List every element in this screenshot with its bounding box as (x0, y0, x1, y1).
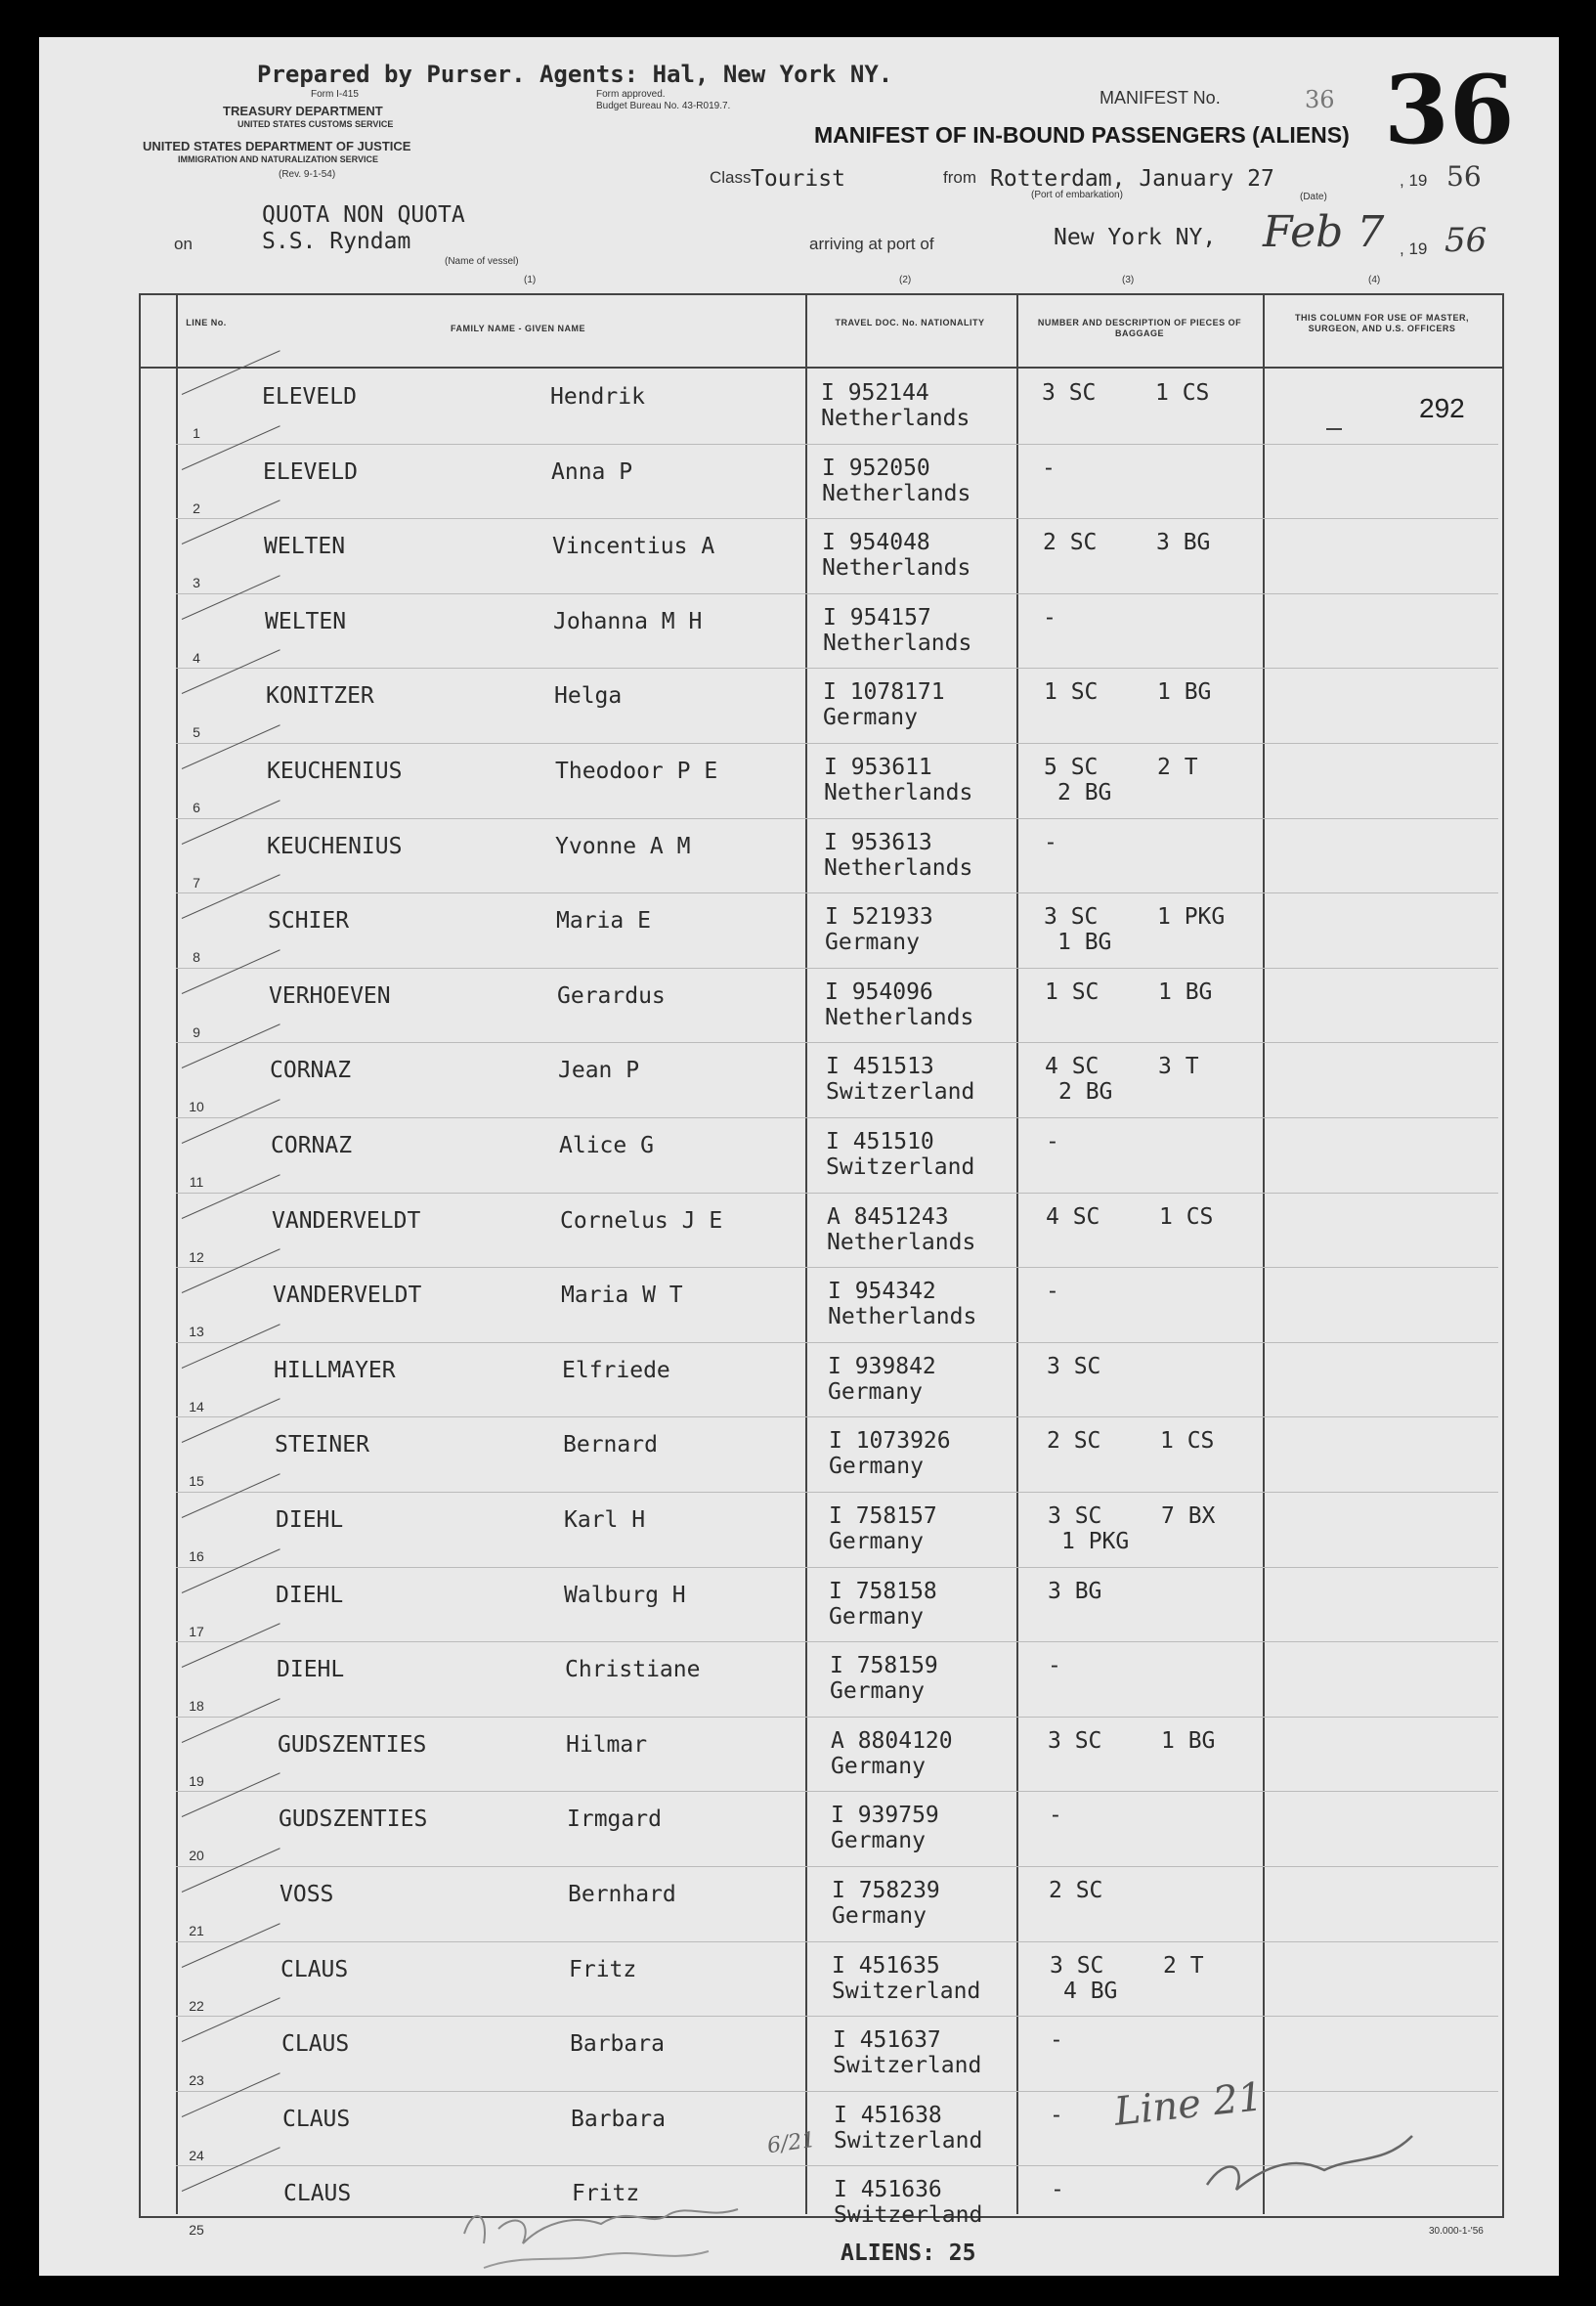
line-number: 10 (189, 1099, 204, 1114)
line-number: 24 (189, 2148, 204, 2163)
row-divider (176, 1416, 1498, 1417)
baggage-2: 3 BG (1156, 530, 1211, 555)
travel-doc-number: A 8451243 (827, 1204, 949, 1230)
baggage-1: - (1051, 2177, 1064, 2202)
row-divider (176, 892, 1498, 893)
baggage-1: - (1046, 1129, 1059, 1154)
baggage-1: 4 SC (1045, 1054, 1100, 1079)
nationality: Switzerland (826, 1154, 975, 1180)
family-name: WELTEN (265, 609, 347, 634)
travel-doc-number: I 954342 (828, 1279, 936, 1304)
travel-doc-number: I 954157 (823, 605, 931, 631)
travel-doc-number: I 451513 (826, 1054, 934, 1079)
row-divider (176, 743, 1498, 744)
given-name: Fritz (569, 1957, 637, 1982)
row-divider (176, 1717, 1498, 1718)
family-name: GUDSZENTIES (279, 1806, 428, 1832)
family-name: ELEVELD (263, 459, 358, 485)
officer-mark (1326, 428, 1342, 430)
row-divider (176, 1567, 1498, 1568)
row-divider (176, 1641, 1498, 1642)
given-name: Irmgard (567, 1806, 662, 1832)
baggage-2: 7 BX (1161, 1503, 1216, 1529)
travel-doc-number: I 952144 (821, 380, 929, 406)
row-divider (176, 1492, 1498, 1493)
aliens-total: ALIENS: 25 (841, 2241, 976, 2266)
line-number: 4 (193, 650, 200, 666)
family-name: VOSS (280, 1882, 334, 1907)
row-divider (176, 668, 1498, 669)
baggage-2: 1 BG (1157, 679, 1212, 705)
given-name: Bernhard (568, 1882, 676, 1907)
travel-doc-number: I 939842 (828, 1354, 936, 1379)
nationality: Netherlands (827, 1230, 976, 1255)
baggage-2: 2 T (1157, 755, 1198, 780)
line-number: 21 (189, 1923, 204, 1938)
baggage-3: 1 BG (1057, 930, 1112, 955)
nationality: Netherlands (822, 555, 971, 581)
line-number: 13 (189, 1324, 204, 1339)
baggage-1: - (1044, 830, 1057, 855)
line-number: 18 (189, 1698, 204, 1714)
family-name: CLAUS (281, 2031, 350, 2057)
nationality: Netherlands (825, 1005, 974, 1030)
revision-date: (Rev. 9-1-54) (279, 169, 336, 180)
prepared-by-line: Prepared by Purser. Agents: Hal, New York NY. (257, 61, 893, 88)
given-name: Barbara (571, 2107, 666, 2132)
family-name: CLAUS (282, 2107, 351, 2132)
given-name: Walburg H (564, 1583, 686, 1608)
given-name: Jean P (558, 1058, 640, 1083)
baggage-2: 1 CS (1155, 380, 1210, 406)
baggage-1: - (1050, 2027, 1063, 2053)
row-divider (176, 968, 1498, 969)
nationality: Germany (829, 1604, 924, 1630)
form-approved: Form approved. (596, 89, 666, 100)
manifest-no-stamp: 36 (1384, 55, 1515, 165)
baggage-1: 3 SC (1044, 904, 1099, 930)
baggage-2: 1 BG (1158, 979, 1213, 1005)
vessel-note: (Name of vessel) (445, 256, 519, 267)
family-name: ELEVELD (262, 384, 357, 410)
signature (445, 2175, 787, 2283)
baggage-1: 5 SC (1044, 755, 1099, 780)
signature-stroke (464, 2209, 738, 2243)
given-name: Theodoor P E (555, 759, 718, 784)
baggage-2: 3 T (1158, 1054, 1199, 1079)
baggage-1: 3 SC (1042, 380, 1097, 406)
line-number: 19 (189, 1773, 204, 1789)
travel-doc-number: I 952050 (822, 456, 930, 481)
family-name: DIEHL (276, 1583, 344, 1608)
given-name: Anna P (551, 459, 633, 485)
nationality: Germany (831, 1828, 926, 1853)
from-label: from (943, 168, 976, 187)
signature-stroke (484, 2251, 709, 2268)
line-number: 8 (193, 949, 200, 965)
arrival-year-handwritten: 56 (1445, 221, 1488, 260)
manifest-title: MANIFEST OF IN-BOUND PASSENGERS (ALIENS) (814, 122, 1350, 148)
baggage-1: 4 SC (1046, 1204, 1100, 1230)
travel-doc-number: I 758159 (830, 1653, 938, 1678)
travel-doc-number: I 758157 (829, 1503, 937, 1529)
travel-doc-number: I 954048 (822, 530, 930, 555)
line-number: 9 (193, 1024, 200, 1040)
row-divider (176, 818, 1498, 819)
family-name: VERHOEVEN (269, 983, 391, 1009)
nationality: Germany (831, 1754, 926, 1779)
line-number: 6 (193, 800, 200, 815)
family-name: STEINER (275, 1432, 369, 1458)
line-number: 15 (189, 1473, 204, 1489)
line-number: 2 (193, 500, 200, 516)
baggage-1: 2 SC (1047, 1428, 1101, 1454)
budget-bureau: Budget Bureau No. 43-R019.7. (596, 101, 731, 111)
arriving-port: New York NY, (1054, 225, 1217, 250)
manifest-no-label: MANIFEST No. (1100, 88, 1221, 108)
line-number: 17 (189, 1624, 204, 1639)
date-note: (Date) (1300, 192, 1327, 202)
baggage-2: 1 CS (1160, 1428, 1215, 1454)
col-divider (805, 295, 807, 2214)
family-name: GUDSZENTIES (278, 1732, 427, 1758)
immigration-service: IMMIGRATION AND NATURALIZATION SERVICE (178, 154, 378, 164)
header-name: FAMILY NAME - GIVEN NAME (450, 324, 585, 333)
signature-right (1197, 2116, 1432, 2204)
family-name: CORNAZ (270, 1058, 352, 1083)
on-label: on (174, 235, 193, 253)
col-divider (1263, 295, 1265, 2214)
treasury-department: TREASURY DEPARTMENT (223, 104, 383, 118)
nationality: Switzerland (834, 2128, 983, 2154)
family-name: CLAUS (280, 1957, 349, 1982)
family-name: KONITZER (266, 683, 374, 709)
line-number: 5 (193, 724, 200, 740)
given-name: Cornelus J E (560, 1208, 723, 1234)
col-num-4: (4) (1368, 275, 1381, 285)
line-number: 11 (189, 1174, 204, 1190)
row-divider (176, 1342, 1498, 1343)
line-number: 14 (189, 1399, 204, 1414)
line-number: 3 (193, 575, 200, 590)
line-number: 1 (193, 425, 200, 441)
travel-doc-number: I 451638 (834, 2103, 942, 2128)
baggage-2: 1 PKG (1157, 904, 1226, 930)
footer-form-code: 30.000-1-'56 (1429, 2226, 1484, 2237)
family-name: KEUCHENIUS (267, 759, 403, 784)
travel-doc-number: I 953611 (824, 755, 932, 780)
handwritten-number: 6/21 (765, 2127, 817, 2159)
row-divider (176, 2091, 1498, 2092)
department-of-justice: UNITED STATES DEPARTMENT OF JUSTICE (143, 139, 411, 153)
travel-doc-number: I 451510 (826, 1129, 934, 1154)
col-num-1: (1) (524, 275, 537, 285)
family-name: CORNAZ (271, 1133, 353, 1158)
header-travel-doc: TRAVEL DOC. No. NATIONALITY (835, 318, 985, 327)
baggage-1: 3 SC (1050, 1953, 1104, 1979)
baggage-1: 3 SC (1047, 1354, 1101, 1379)
port-of-embarkation: Rotterdam, January 27 (990, 166, 1274, 192)
nationality: Switzerland (832, 1979, 981, 2004)
row-divider (176, 1267, 1498, 1268)
baggage-1: 1 SC (1045, 979, 1100, 1005)
nationality: Germany (829, 1454, 924, 1479)
line-number: 16 (189, 1548, 204, 1564)
family-name: VANDERVELDT (272, 1208, 421, 1234)
nationality: Netherlands (828, 1304, 977, 1329)
customs-service: UNITED STATES CUSTOMS SERVICE (237, 119, 394, 129)
col-num-3: (3) (1122, 275, 1135, 285)
port-embark-note: (Port of embarkation) (1031, 190, 1123, 200)
line-number: 12 (189, 1249, 204, 1265)
line-number: 25 (189, 2222, 204, 2238)
given-name: Yvonne A M (555, 834, 691, 859)
travel-doc-number: I 451635 (832, 1953, 940, 1979)
family-name: HILLMAYER (274, 1358, 396, 1383)
baggage-2: 1 CS (1159, 1204, 1214, 1230)
col-divider (1016, 295, 1018, 2214)
manifest-no-handwritten: 36 (1305, 86, 1335, 113)
vessel-name: S.S. Ryndam (262, 229, 411, 254)
class-value: Tourist (751, 166, 845, 192)
travel-doc-number: I 954096 (825, 979, 933, 1005)
handwritten-line-note: Line 21 (1112, 2074, 1266, 2135)
row-divider (176, 593, 1498, 594)
family-name: DIEHL (277, 1657, 345, 1682)
form-number: Form I-415 (311, 89, 359, 100)
given-name: Maria W T (561, 1283, 683, 1308)
line-number: 20 (189, 1848, 204, 1863)
given-name: Barbara (570, 2031, 665, 2057)
line-number: 23 (189, 2072, 204, 2088)
given-name: Elfriede (562, 1358, 670, 1383)
travel-doc-number: I 953613 (824, 830, 932, 855)
baggage-2: 1 BG (1161, 1728, 1216, 1754)
family-name: DIEHL (276, 1507, 344, 1533)
class-label: Class (710, 168, 752, 187)
nationality: Netherlands (822, 481, 971, 506)
signature-stroke (1207, 2136, 1412, 2190)
header-officers: THIS COLUMN FOR USE OF MASTER, SURGEON, AND U.S. OFFICERS (1295, 313, 1469, 333)
row-divider (176, 1193, 1498, 1194)
baggage-1: 2 SC (1049, 1878, 1103, 1903)
nationality: Germany (830, 1678, 925, 1704)
nationality: Switzerland (826, 1079, 975, 1105)
row-divider (176, 1791, 1498, 1792)
arriving-label: arriving at port of (809, 235, 934, 253)
baggage-1: 2 SC (1043, 530, 1098, 555)
baggage-3: 2 BG (1058, 1079, 1113, 1105)
baggage-1: - (1046, 1279, 1059, 1304)
officer-number: 292 (1419, 393, 1465, 423)
family-name: WELTEN (264, 534, 346, 559)
baggage-1: - (1042, 456, 1056, 481)
arrival-year-prefix: , 19 (1400, 239, 1428, 258)
travel-doc-number: I 939759 (831, 1803, 939, 1828)
travel-doc-number: I 758239 (832, 1878, 940, 1903)
arrival-date-handwritten: Feb 7 (1263, 207, 1385, 257)
travel-doc-number: A 8804120 (831, 1728, 953, 1754)
line-number: 22 (189, 1998, 204, 2014)
given-name: Johanna M H (553, 609, 703, 634)
baggage-1: - (1043, 605, 1057, 631)
row-divider (176, 1117, 1498, 1118)
given-name: Hilmar (566, 1732, 648, 1758)
quota-status: QUOTA NON QUOTA (262, 202, 465, 228)
travel-doc-number: I 758158 (829, 1579, 937, 1604)
baggage-1: 3 SC (1048, 1503, 1102, 1529)
given-name: Bernard (563, 1432, 658, 1458)
header-line-no: LINE No. (186, 318, 227, 327)
header-baggage: NUMBER AND DESCRIPTION OF PIECES OF BAGGAGE (1037, 318, 1242, 338)
baggage-1: - (1049, 1803, 1062, 1828)
travel-doc-number: I 451637 (833, 2027, 941, 2053)
row-divider (176, 518, 1498, 519)
year-handwritten: 56 (1446, 160, 1482, 193)
col-divider (176, 295, 178, 2214)
nationality: Netherlands (824, 780, 973, 805)
nationality: Netherlands (824, 855, 973, 881)
baggage-3: 1 PKG (1061, 1529, 1130, 1554)
nationality: Germany (825, 930, 920, 955)
travel-doc-number: I 1073926 (829, 1428, 951, 1454)
travel-doc-number: I 451636 (834, 2177, 942, 2202)
nationality: Germany (832, 1903, 927, 1929)
nationality: Switzerland (833, 2053, 982, 2078)
family-name: CLAUS (283, 2181, 352, 2206)
family-name: SCHIER (268, 908, 350, 934)
family-name: VANDERVELDT (273, 1283, 422, 1308)
line-number: 7 (193, 875, 200, 891)
given-name: Gerardus (557, 983, 666, 1009)
nationality: Netherlands (823, 631, 972, 656)
baggage-3: 4 BG (1063, 1979, 1118, 2004)
given-name: Alice G (559, 1133, 654, 1158)
nationality: Germany (829, 1529, 924, 1554)
baggage-1: - (1048, 1653, 1061, 1678)
travel-doc-number: I 1078171 (823, 679, 945, 705)
nationality: Switzerland (834, 2202, 983, 2228)
baggage-3: 2 BG (1057, 780, 1112, 805)
row-divider (176, 444, 1498, 445)
baggage-1: 3 SC (1048, 1728, 1102, 1754)
given-name: Karl H (564, 1507, 646, 1533)
nationality: Netherlands (821, 406, 971, 431)
row-divider (176, 1042, 1498, 1043)
family-name: KEUCHENIUS (267, 834, 403, 859)
row-divider (176, 1866, 1498, 1867)
col-num-2: (2) (899, 275, 912, 285)
year-prefix: , 19 (1400, 171, 1428, 190)
given-name: Fritz (572, 2181, 640, 2206)
row-divider (176, 1941, 1498, 1942)
travel-doc-number: I 521933 (825, 904, 933, 930)
baggage-1: - (1050, 2103, 1063, 2128)
baggage-1: 3 BG (1048, 1579, 1102, 1604)
given-name: Christiane (565, 1657, 701, 1682)
given-name: Maria E (556, 908, 651, 934)
given-name: Hendrik (550, 384, 645, 410)
given-name: Helga (554, 683, 623, 709)
baggage-2: 2 T (1163, 1953, 1204, 1979)
nationality: Germany (828, 1379, 923, 1405)
given-name: Vincentius A (552, 534, 715, 559)
passenger-table (139, 293, 1504, 2218)
nationality: Germany (823, 705, 918, 730)
row-divider (176, 2016, 1498, 2017)
baggage-1: 1 SC (1044, 679, 1099, 705)
